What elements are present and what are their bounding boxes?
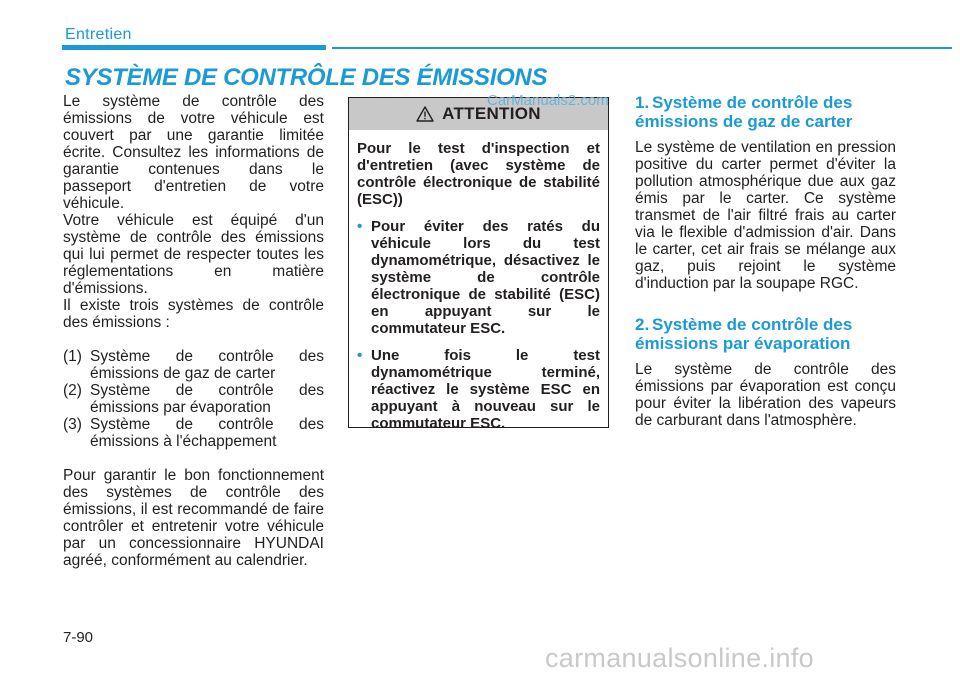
section-body-1: Le système de ventilation en pression positive du carter permet d'éviter la pollution atmosphérique due aux gaz émis par le carter. Ce système transmet de l'air filtré frais au carter via le flexible d'admission d'air. Dans le carter, cet air frais se mélange aux gaz, puis rejoint le système d'induction par la soupape RGC. [635, 139, 896, 292]
intro-line: émissions de votre véhicule est [63, 110, 324, 127]
systems-list [63, 348, 324, 450]
page-number: 7-90 [63, 629, 94, 646]
footer-brand: carmanualsonline.info [545, 643, 814, 673]
page-title: SYSTÈME DE CONTRÔLE DES ÉMISSIONS [65, 64, 548, 91]
list-item [63, 348, 324, 382]
section-label: Entretien [65, 26, 132, 43]
intro-line: qui lui permet de respecter toutes les [63, 246, 324, 263]
intro-line: écrite. Consultez les informations de [63, 144, 324, 161]
list-number: (2) [63, 382, 82, 399]
bullet-icon: • [357, 218, 363, 235]
intro-line: Il existe trois systèmes de contrôle [63, 297, 324, 314]
list-text: Système de contrôle des émissions de gaz de carter [90, 348, 324, 382]
list-text: Système de contrôle des émissions à l'échappement [90, 416, 324, 450]
attention-list [357, 218, 600, 432]
attention-box [348, 97, 609, 432]
attention-body [349, 130, 608, 432]
intro-line: Votre véhicule est équipé d'un [63, 212, 324, 229]
list-item [63, 382, 324, 416]
watermark: CarManuals2.com [487, 92, 609, 109]
intro-line: passeport d'entretien de votre [63, 178, 324, 195]
list-item [357, 347, 600, 432]
list-number: (1) [63, 348, 82, 365]
attention-heading: ATTENTION [442, 104, 541, 123]
heading-number: 2. [635, 315, 650, 334]
intro-line: véhicule. [63, 195, 125, 212]
header-rule-thick [62, 45, 326, 50]
list-number: (3) [63, 416, 82, 433]
intro-line: garantie contenues dans le [63, 161, 324, 178]
bullet-icon: • [357, 347, 363, 364]
spacer [63, 331, 324, 348]
warning-triangle-icon [416, 106, 434, 122]
left-column [63, 93, 324, 569]
heading-text: Système de contrôle des émissions de gaz de carter [635, 93, 853, 131]
list-text: Système de contrôle des émissions par évaporation [90, 382, 324, 416]
intro-line: système de contrôle des émissions [63, 229, 324, 246]
closing-paragraph: Pour garantir le bon fonctionnement des systèmes de contrôle des émissions, il est recommandé de faire contrôler et entretenir votre véhicule par un concessionnaire HYUNDAI agréé, conformément au calendrier. [63, 467, 324, 569]
intro-line: couvert par une garantie limitée [63, 127, 324, 144]
section-heading-1 [635, 93, 896, 131]
intro-line: Le système de contrôle des [63, 93, 324, 110]
heading-text: Système de contrôle des émissions par évaporation [635, 315, 853, 353]
list-item [63, 416, 324, 450]
intro-line: des émissions : [63, 314, 170, 331]
header-rule-thin [332, 47, 952, 49]
section-heading-2 [635, 315, 896, 353]
right-column [635, 93, 896, 429]
spacer [63, 450, 324, 467]
intro-line: réglementations en matière [63, 263, 324, 280]
list-item [357, 218, 600, 337]
attention-intro: Pour le test d'inspection et d'entretien (avec système de contrôle électronique de stabilité (ESC)) [357, 140, 600, 208]
section-body-2: Le système de contrôle des émissions par évaporation est conçu pour éviter la libération des vapeurs de carburant dans l'atmosphère. [635, 361, 896, 429]
heading-number: 1. [635, 93, 650, 112]
intro-line: d'émissions. [63, 280, 148, 297]
attention-bullet: Pour éviter des ratés du véhicule lors du test dynamométrique, désactivez le système de contrôle électronique de stabilité (ESC) en appuyant sur le commutateur ESC. [371, 218, 600, 337]
attention-bullet: Une fois le test dynamométrique terminé, réactivez le système ESC en appuyant à nouveau sur le commutateur ESC. [371, 347, 600, 432]
